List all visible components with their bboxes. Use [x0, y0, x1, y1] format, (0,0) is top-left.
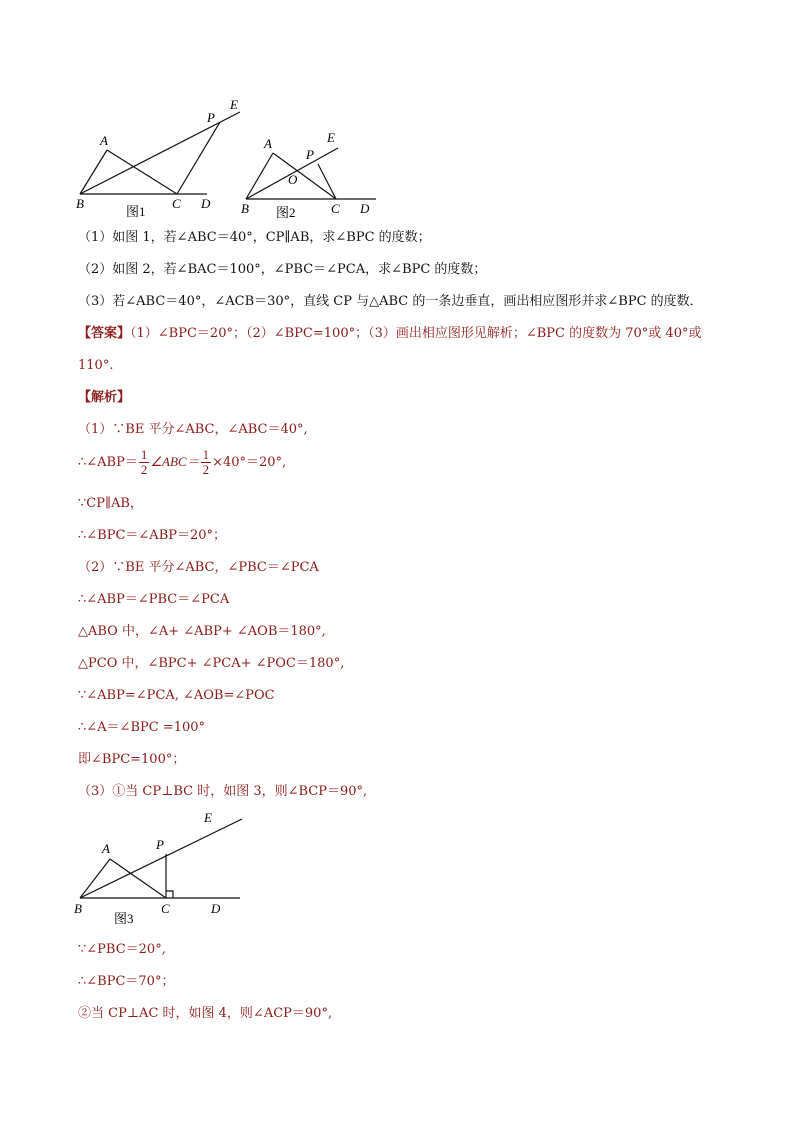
fraction-numerator-2: 1 [202, 447, 210, 462]
figure-2-caption: 图2 [276, 205, 296, 220]
analysis-line-11: 即∠BPC=100°； [78, 752, 186, 767]
point-label-b: B [241, 201, 249, 216]
figure-2-diagram [238, 126, 388, 222]
point-label-e: E [327, 130, 335, 145]
analysis-line-1: （1）∵BE 平分∠ABC，∠ABC＝40°, [78, 422, 308, 437]
figure-3-diagram [70, 806, 260, 931]
analysis-line-14: ∴∠BPC＝70°； [78, 974, 175, 989]
fraction-half-2 [201, 448, 212, 477]
point-label-b: B [76, 196, 84, 211]
analysis-line-2-prefix: ∴∠ABP＝ [78, 455, 138, 470]
point-label-d: D [211, 901, 221, 916]
analysis-line-2-suffix: ×40°＝20°, [212, 455, 287, 470]
question-3: （3）若∠ABC＝40°，∠ACB＝30°，直线 CP 与△ABC 的一条边垂直，画出相应图形并求∠BPC 的度数． [78, 294, 703, 309]
analysis-line-13: ∵∠PBC＝20°, [78, 942, 166, 957]
analysis-line-9: ∵∠ABP=∠PCA, ∠AOB=∠POC [78, 688, 275, 703]
answer-line-2: 110°. [78, 358, 114, 373]
point-label-d: D [360, 201, 370, 216]
answer-text: （1）∠BPC＝20°；（2）∠BPC=100°；（3）画出相应图形见解析；∠BPC 的度数为 70°或 40°或 [130, 326, 702, 341]
figure-2 [238, 126, 388, 222]
point-label-d: D [201, 196, 211, 211]
analysis-line-8: △PCO 中，∠BPC+ ∠PCA+ ∠POC＝180°, [78, 656, 345, 671]
point-label-e: E [204, 810, 212, 825]
analysis-line-7: △ABO 中，∠A+ ∠ABP+ ∠AOB＝180°, [78, 624, 326, 639]
point-label-c: C [172, 196, 181, 211]
point-label-c: C [331, 201, 340, 216]
figure-3 [70, 806, 260, 931]
analysis-line-4: ∴∠BPC＝∠ABP＝20°； [78, 528, 227, 543]
point-label-p: P [306, 147, 314, 162]
point-label-p: P [207, 110, 215, 125]
analysis-line-12: （3）①当 CP⊥BC 时，如图 3，则∠BCP＝90°, [78, 784, 368, 799]
answer-line-1 [78, 325, 701, 343]
figure-1-diagram [70, 96, 250, 221]
point-label-p: P [156, 837, 164, 852]
analysis-line-2 [78, 446, 286, 479]
point-label-o: O [288, 172, 298, 187]
point-label-b: B [74, 901, 82, 916]
fraction-denominator-2: 2 [202, 462, 210, 477]
point-label-c: C [161, 901, 170, 916]
point-label-e: E [230, 97, 238, 112]
question-2: （2）如图 2，若∠BAC＝100°，∠PBC＝∠PCA，求∠BPC 的度数； [78, 262, 487, 277]
fraction-numerator: 1 [140, 447, 148, 462]
analysis-tag: 【解析】 [78, 390, 131, 405]
analysis-line-6: ∴∠ABP＝∠PBC＝∠PCA [78, 592, 230, 607]
point-label-a: A [102, 841, 110, 856]
point-label-a: A [264, 136, 272, 151]
analysis-line-15: ②当 CP⊥AC 时，如图 4，则∠ACP＝90°, [78, 1006, 333, 1021]
fraction-denominator: 2 [140, 462, 148, 477]
analysis-line-3: ∵CP∥AB， [78, 496, 143, 511]
analysis-line-2-mid: ∠ABC＝ [150, 454, 200, 469]
figure-1 [70, 96, 250, 221]
analysis-line-5: （2）∵BE 平分∠ABC，∠PBC＝∠PCA [78, 560, 319, 575]
figure-1-caption: 图1 [126, 204, 146, 219]
fraction-half [139, 448, 150, 477]
answer-tag: 【答案】 [78, 326, 131, 341]
analysis-line-10: ∴∠A＝∠BPC =100° [78, 720, 206, 735]
figure-3-caption: 图3 [114, 911, 134, 926]
point-label-a: A [100, 133, 108, 148]
question-1: （1）如图 1，若∠ABC＝40°，CP∥AB，求∠BPC 的度数； [78, 230, 431, 245]
